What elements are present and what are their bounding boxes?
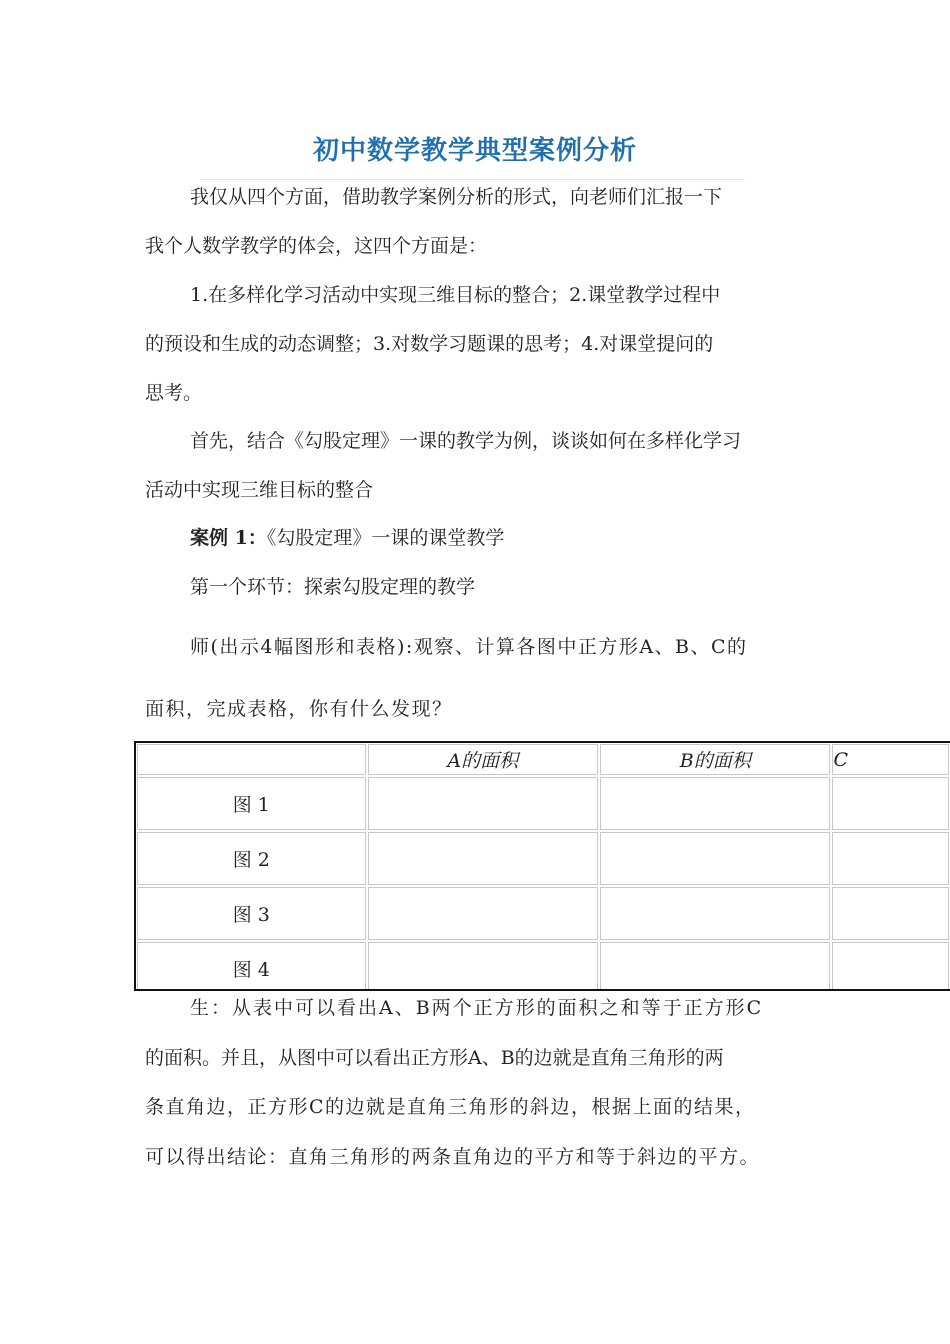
case-text: 《勾股定理》一课的课堂教学 [266,527,505,549]
table-cell [600,777,830,830]
table-cell [832,832,949,885]
case-heading [145,523,810,550]
student-answer-line: 可以得出结论：直角三角形的两条直角边的平方和等于斜边的平方。 [145,1146,761,1168]
section-heading: 第一个环节：探索勾股定理的教学 [190,576,476,598]
teacher-prompt-cont: 面积，完成表格，你有什么发现？ [145,698,453,720]
table-cell [368,942,598,991]
table-cell [832,887,949,940]
row-label: 图 3 [137,887,366,940]
table-row [137,887,949,940]
table-cell [600,887,830,940]
table-cell [832,777,949,830]
table-cell [368,777,598,830]
case-label: 案例 1： [190,527,267,549]
row-label: 图 4 [137,942,366,991]
table-cell [600,942,830,991]
table-cell [368,832,598,885]
row-label: 图 2 [137,832,366,885]
student-answer-line: 条直角边，正方形C的边就是直角三角形的斜边，根据上面的结果， [145,1096,756,1118]
teacher-prompt: 师(出示4幅图形和表格):观察、计算各图中正方形A、B、C的 [190,636,748,658]
table-cell [368,887,598,940]
table-header-row [137,744,949,775]
paragraph-line: 我仅从四个方面，借助教学案例分析的形式，向老师们汇报一下 [190,186,723,208]
student-answer-line: 生：从表中可以看出A、B两个正方形的面积之和等于正方形C [190,997,764,1019]
paragraph-line: 思考。 [145,382,203,404]
table-cell [832,942,949,991]
header-cell-a-area: A的面积 [368,744,598,775]
paragraph-line: 我个人数学教学的体会，这四个方面是： [145,235,488,257]
header-cell-b-area: B的面积 [600,744,830,775]
header-cell [137,744,366,775]
document-title: 初中数学教学典型案例分析 [312,136,637,166]
header-cell-c-area: C [832,744,949,775]
table-row [137,832,949,885]
area-table [134,741,950,991]
title-divider [200,179,745,180]
table-row [137,942,949,991]
student-answer-line: 的面积。并且，从图中可以看出正方形A、B的边就是直角三角形的两 [145,1047,724,1069]
paragraph-line: 1.在多样化学习活动中实现三维目标的整合；2.课堂教学过程中 [190,284,721,306]
row-label: 图 1 [137,777,366,830]
table-cell [600,832,830,885]
table-row [137,777,949,830]
paragraph-line: 的预设和生成的动态调整；3.对数学习题课的思考；4.对课堂提问的 [145,333,714,355]
paragraph-line: 活动中实现三维目标的整合 [145,479,374,501]
paragraph-line: 首先，结合《勾股定理》一课的教学为例，谈谈如何在多样化学习 [190,430,742,452]
